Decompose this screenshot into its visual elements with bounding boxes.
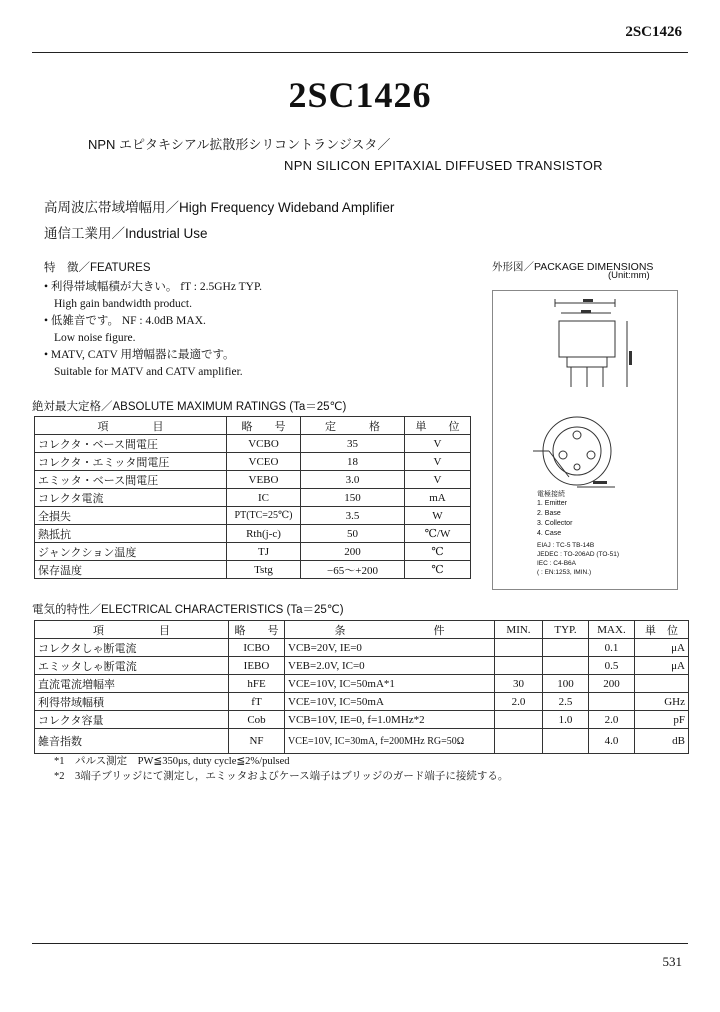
table-cell: エミッタしゃ断電流 xyxy=(35,657,229,675)
package-standards xyxy=(537,541,619,577)
feature-3-en: Suitable for MATV and CATV amplifier. xyxy=(54,366,243,378)
table-cell: 100 xyxy=(543,675,589,693)
table-cell: VCE=10V, IC=50mA xyxy=(285,693,495,711)
table-cell: 雑音指数 xyxy=(35,729,229,754)
header-rule xyxy=(32,52,688,53)
column-header: TYP. xyxy=(543,621,589,639)
footer-rule xyxy=(32,943,688,944)
table-cell: 200 xyxy=(301,543,405,561)
table-cell: コレクタ・ベース間電圧 xyxy=(35,435,227,453)
table-cell xyxy=(543,729,589,754)
column-header: 略 号 xyxy=(227,417,301,435)
standard-item: EIAJ : TC-5 TB-14B xyxy=(537,542,595,549)
subtitle-en: NPN SILICON EPITAXIAL DIFFUSED TRANSISTOR xyxy=(284,158,603,173)
table-cell: 0.1 xyxy=(589,639,635,657)
table-cell: ℃ xyxy=(405,543,471,561)
table-cell: V xyxy=(405,435,471,453)
feature-2-en: Low noise figure. xyxy=(54,332,136,344)
page-number: 531 xyxy=(662,954,682,969)
table-row xyxy=(35,561,471,579)
table-cell: VCE=10V, IC=50mA*1 xyxy=(285,675,495,693)
table-cell: 2.0 xyxy=(495,693,543,711)
column-header: 条 件 xyxy=(285,621,495,639)
feature-3-jp: • MATV, CATV 用増幅器に最適です。 xyxy=(44,349,235,361)
table-cell: 50 xyxy=(301,525,405,543)
table-cell xyxy=(635,675,689,693)
table-cell: VCE=10V, IC=30mA, f=200MHz RG=50Ω xyxy=(285,729,495,754)
pin-item: 2. Base xyxy=(537,510,561,517)
page-title: 2SC1426 xyxy=(288,75,432,115)
table-cell: V xyxy=(405,453,471,471)
table-cell: ℃ xyxy=(405,561,471,579)
subtitle-jp: NPN エピタキシアル拡散形シリコントランジスタ／ xyxy=(88,137,391,152)
table-cell: VCB=20V, IE=0 xyxy=(285,639,495,657)
table-cell: 18 xyxy=(301,453,405,471)
table-cell: コレクタ電流 xyxy=(35,489,227,507)
table-cell: TJ xyxy=(227,543,301,561)
table-row xyxy=(35,507,471,525)
feature-1-en: High gain bandwidth product. xyxy=(54,298,192,310)
table-cell: dB xyxy=(635,729,689,754)
table-cell: NF xyxy=(229,729,285,754)
standard-item: JEDEC : TO-206AD (TO-51) xyxy=(537,551,619,558)
table-cell: pF xyxy=(635,711,689,729)
table-cell: 保存温度 xyxy=(35,561,227,579)
table-cell xyxy=(543,639,589,657)
table-cell: 0.5 xyxy=(589,657,635,675)
table-cell: Tstg xyxy=(227,561,301,579)
table-cell: 3.5 xyxy=(301,507,405,525)
table-cell: 4.0 xyxy=(589,729,635,754)
table-row xyxy=(35,657,689,675)
table-row xyxy=(35,675,689,693)
table-cell xyxy=(543,657,589,675)
table-cell: ICBO xyxy=(229,639,285,657)
table-cell: ジャンクション温度 xyxy=(35,543,227,561)
application-1: 高周波広帯域増幅用／High Frequency Wideband Amplifier xyxy=(44,200,395,215)
column-header: 単 位 xyxy=(405,417,471,435)
table-row xyxy=(35,453,471,471)
table-header-row xyxy=(35,621,689,639)
package-unit: (Unit:mm) xyxy=(608,270,650,281)
table-cell: VEBO xyxy=(227,471,301,489)
table-cell: 30 xyxy=(495,675,543,693)
table-cell: 熱抵抗 xyxy=(35,525,227,543)
elec-table xyxy=(34,620,689,754)
table-cell: 200 xyxy=(589,675,635,693)
table-cell: PT(TC=25℃) xyxy=(227,507,301,525)
table-header-row xyxy=(35,417,471,435)
pin-list xyxy=(537,499,572,539)
pin-item: 3. Collector xyxy=(537,520,573,527)
table-cell: mA xyxy=(405,489,471,507)
column-header: 項 目 xyxy=(35,417,227,435)
column-header: MIN. xyxy=(495,621,543,639)
table-cell: V xyxy=(405,471,471,489)
table-cell: IC xyxy=(227,489,301,507)
column-header: 項 目 xyxy=(35,621,229,639)
table-row xyxy=(35,639,689,657)
standard-item: ( : EN:1253, IMIN.) xyxy=(537,569,592,576)
header-part-number: 2SC1426 xyxy=(625,24,682,40)
table-cell: 2.0 xyxy=(589,711,635,729)
table-row xyxy=(35,711,689,729)
table-cell: IEBO xyxy=(229,657,285,675)
column-header: 単 位 xyxy=(635,621,689,639)
table-cell: 2.5 xyxy=(543,693,589,711)
table-cell: 直流電流増幅率 xyxy=(35,675,229,693)
table-cell: 利得帯域幅積 xyxy=(35,693,229,711)
column-header: MAX. xyxy=(589,621,635,639)
pin-item: 4. Case xyxy=(537,530,562,537)
elec-heading: 電気的特性／ELECTRICAL CHARACTERISTICS (Ta＝25℃) xyxy=(32,604,344,616)
table-row xyxy=(35,729,689,754)
pin-heading: 電極接続 xyxy=(537,491,565,498)
package-drawing-frame xyxy=(492,290,678,590)
table-cell xyxy=(495,657,543,675)
feature-2-jp: • 低雑音です。 NF : 4.0dB MAX. xyxy=(44,315,206,327)
standard-item: IEC : C4-B6A xyxy=(537,560,577,567)
table-cell: VCBO xyxy=(227,435,301,453)
table-cell xyxy=(495,711,543,729)
features-heading: 特 徴／FEATURES xyxy=(44,262,151,274)
footnote-2: *2 3端子ブリッジにて測定し，エミッタおよびケース端子はブリッジのガード端子に接続する。 xyxy=(54,771,509,782)
table-cell: fT xyxy=(229,693,285,711)
table-cell: W xyxy=(405,507,471,525)
table-cell: 3.0 xyxy=(301,471,405,489)
table-cell: 全損失 xyxy=(35,507,227,525)
table-cell: コレクタ容量 xyxy=(35,711,229,729)
feature-1-jp: • 利得帯域幅積が大きい。 fT : 2.5GHz TYP. xyxy=(44,281,262,293)
table-cell: コレクタしゃ断電流 xyxy=(35,639,229,657)
table-cell: 1.0 xyxy=(543,711,589,729)
table-cell xyxy=(495,639,543,657)
footnotes xyxy=(54,754,508,784)
table-row xyxy=(35,489,471,507)
table-cell: VCEO xyxy=(227,453,301,471)
table-cell: ℃/W xyxy=(405,525,471,543)
column-header: 定 格 xyxy=(301,417,405,435)
table-cell: VCB=10V, IE=0, f=1.0MHz*2 xyxy=(285,711,495,729)
table-cell: GHz xyxy=(635,693,689,711)
table-cell: コレクタ・エミッタ間電圧 xyxy=(35,453,227,471)
table-row xyxy=(35,693,689,711)
features-list xyxy=(44,279,444,381)
table-cell xyxy=(495,729,543,754)
table-cell xyxy=(589,693,635,711)
column-header: 略 号 xyxy=(229,621,285,639)
table-row xyxy=(35,525,471,543)
application-2: 通信工業用／Industrial Use xyxy=(44,226,208,241)
table-cell: hFE xyxy=(229,675,285,693)
pin-item: 1. Emitter xyxy=(537,500,567,507)
table-row xyxy=(35,435,471,453)
table-cell: エミッタ・ベース間電圧 xyxy=(35,471,227,489)
table-cell: −65〜+200 xyxy=(301,561,405,579)
table-cell: Rth(j-c) xyxy=(227,525,301,543)
table-cell: VEB=2.0V, IC=0 xyxy=(285,657,495,675)
table-cell: Cob xyxy=(229,711,285,729)
package-heading: 外形図／PACKAGE DIMENSIONS xyxy=(492,261,654,273)
table-row xyxy=(35,471,471,489)
table-row xyxy=(35,543,471,561)
abs-max-heading: 絶対最大定格／ABSOLUTE MAXIMUM RATINGS (Ta＝25℃) xyxy=(32,401,347,413)
table-cell: μA xyxy=(635,657,689,675)
table-cell: 35 xyxy=(301,435,405,453)
table-cell: 150 xyxy=(301,489,405,507)
footnote-1: *1 パルス測定 PW≦350μs, duty cycle≦2%/pulsed xyxy=(54,756,290,767)
table-cell: μA xyxy=(635,639,689,657)
abs-max-table xyxy=(34,416,471,579)
